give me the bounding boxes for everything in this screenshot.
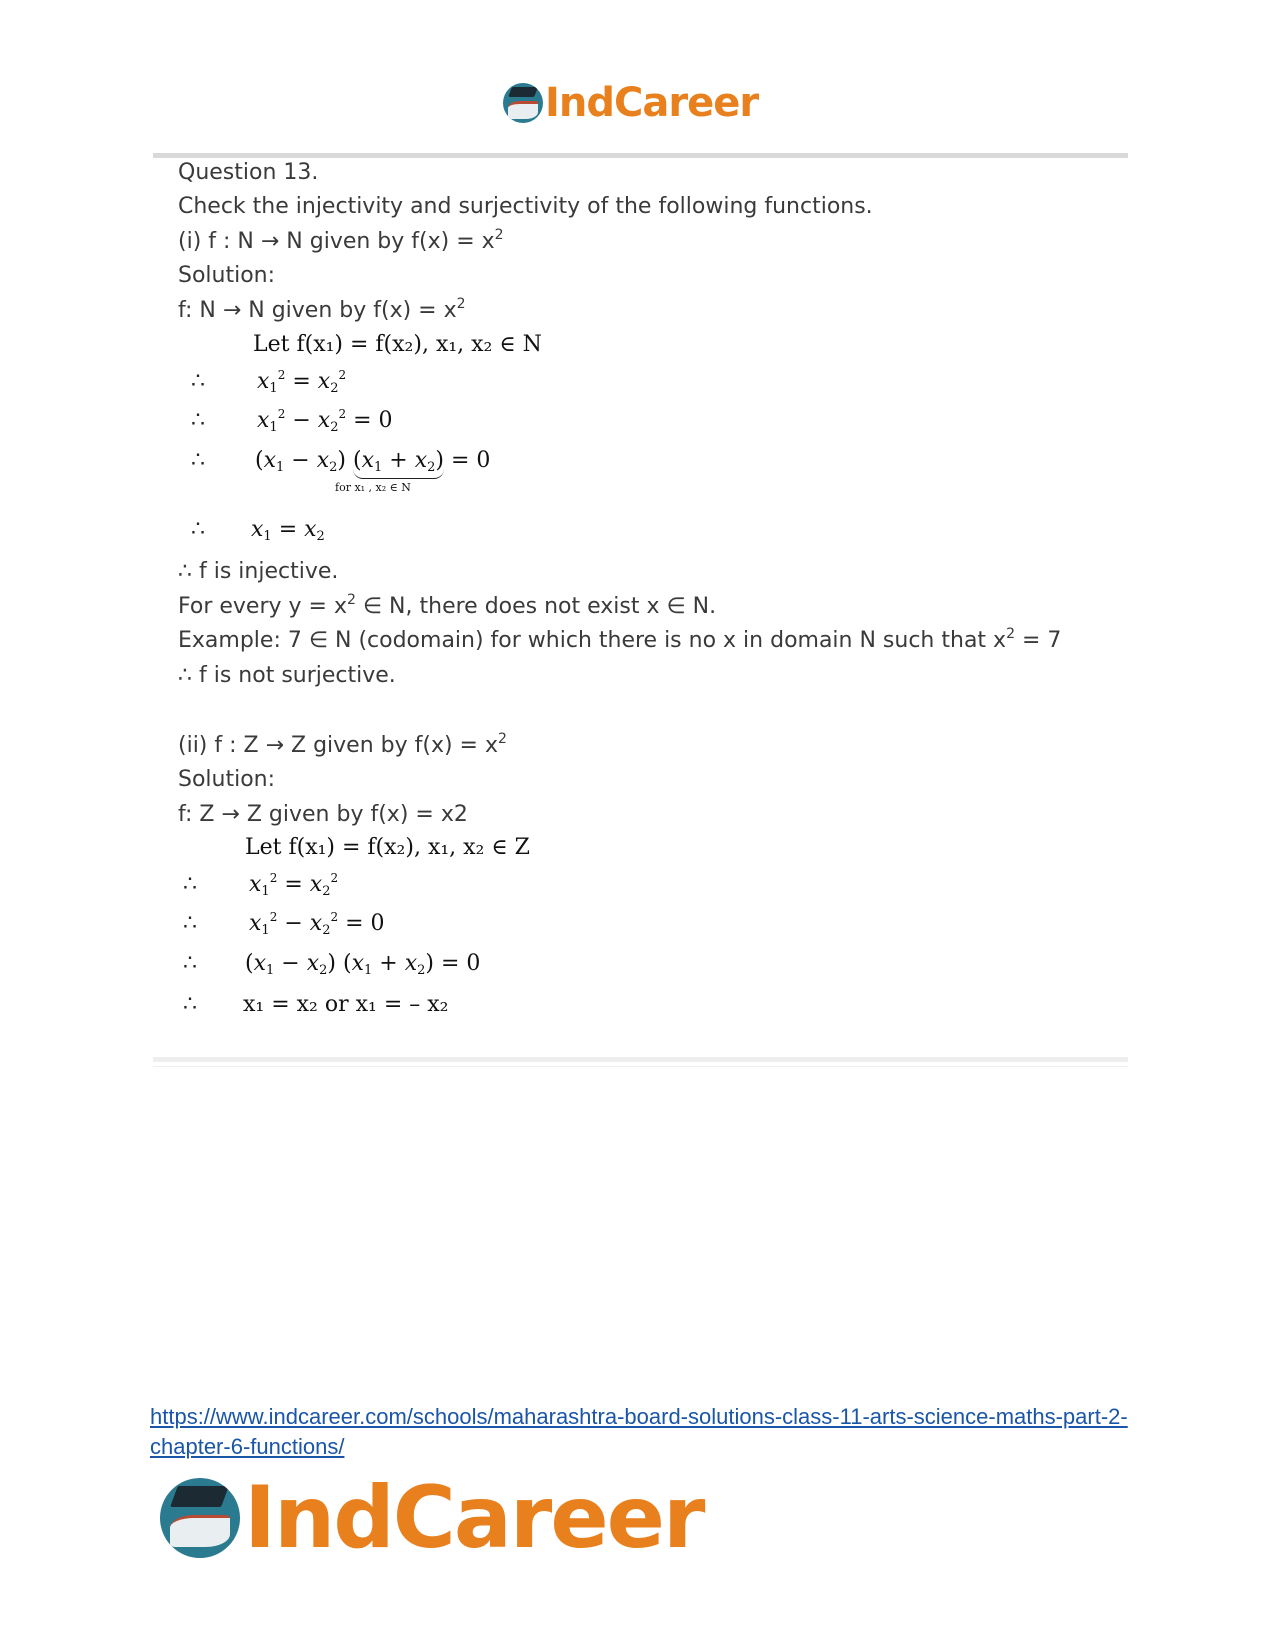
source-link[interactable]: https://www.indcareer.com/schools/maharashtra-board-solutions-class-11-arts-science-maths-part-2-chapter-6-functions/ — [150, 1404, 1128, 1459]
part2-given: f: Z → Z given by f(x) = x2 — [178, 802, 468, 827]
part1-step-4: $x_1 = x_2$ — [251, 517, 325, 544]
therefore-symbol: ∴ — [183, 951, 197, 976]
question-title: Question 13. — [178, 160, 319, 185]
header-logo — [503, 80, 758, 126]
therefore-symbol: ∴ — [191, 408, 205, 433]
question-content — [153, 153, 1128, 1066]
part1-injective-conclusion: ∴ f is injective. — [178, 559, 339, 584]
therefore-symbol: ∴ — [191, 369, 205, 394]
footer-logo — [160, 1468, 704, 1568]
logo-text: IndCareer — [244, 1468, 704, 1568]
part2-let-statement: Let f(x₁) = f(x₂), x₁, x₂ ∈ Z — [245, 835, 530, 860]
part1-let-statement: Let f(x₁) = f(x₂), x₁, x₂ ∈ N — [253, 332, 542, 357]
part1-step-3: $(x_1 - x_2) (x_1 + x_2) = 0$ — [255, 446, 490, 479]
therefore-symbol: ∴ — [183, 911, 197, 936]
part1-solution-label: Solution: — [178, 263, 276, 288]
part1-surjective-conclusion: ∴ f is not surjective. — [178, 663, 396, 688]
part2-solution-label: Solution: — [178, 767, 276, 792]
therefore-symbol: ∴ — [183, 992, 197, 1017]
part2-step-2: $x_1^2 - x_2^2 = 0$ — [249, 910, 385, 938]
part2-step-3: $(x_1 - x_2) (x_1 + x_2) = 0$ — [245, 951, 481, 978]
part1-given: f: N → N given by $f(x) = x^2$ — [178, 296, 466, 323]
part2-heading: (ii) f : Z → Z given by $f(x) = x^2$ — [178, 731, 507, 758]
graduation-cap-book-icon — [503, 83, 543, 123]
part1-surjectivity-check: For every $y = x^2$ ∈ N, there does not exist x ∈ N. — [178, 592, 717, 619]
logo-text: IndCareer — [545, 80, 759, 126]
graduation-cap-book-icon — [160, 1478, 240, 1558]
part2-step-1: $x_1^2 = x_2^2$ — [249, 871, 339, 899]
therefore-symbol: ∴ — [183, 872, 197, 897]
part1-heading: (i) f : N → N given by $f(x) = x^2$ — [178, 227, 504, 254]
part1-step-2: $x_1^2 - x_2^2 = 0$ — [257, 407, 393, 435]
therefore-symbol: ∴ — [191, 517, 205, 542]
question-prompt: Check the injectivity and surjectivity of the following functions. — [178, 194, 873, 219]
part2-step-4: x₁ = x₂ or x₁ = – x₂ — [243, 992, 449, 1017]
therefore-symbol: ∴ — [191, 448, 205, 473]
content-divider — [153, 1057, 1128, 1062]
part1-step-1: $x_1^2 = x_2^2$ — [257, 368, 347, 396]
part1-example: Example: 7 ∈ N (codomain) for which there is no x in domain N such that $x^2 = 7$ — [178, 626, 1062, 653]
part1-underbrace-note: for x₁ , x₂ ∈ N — [335, 481, 411, 494]
